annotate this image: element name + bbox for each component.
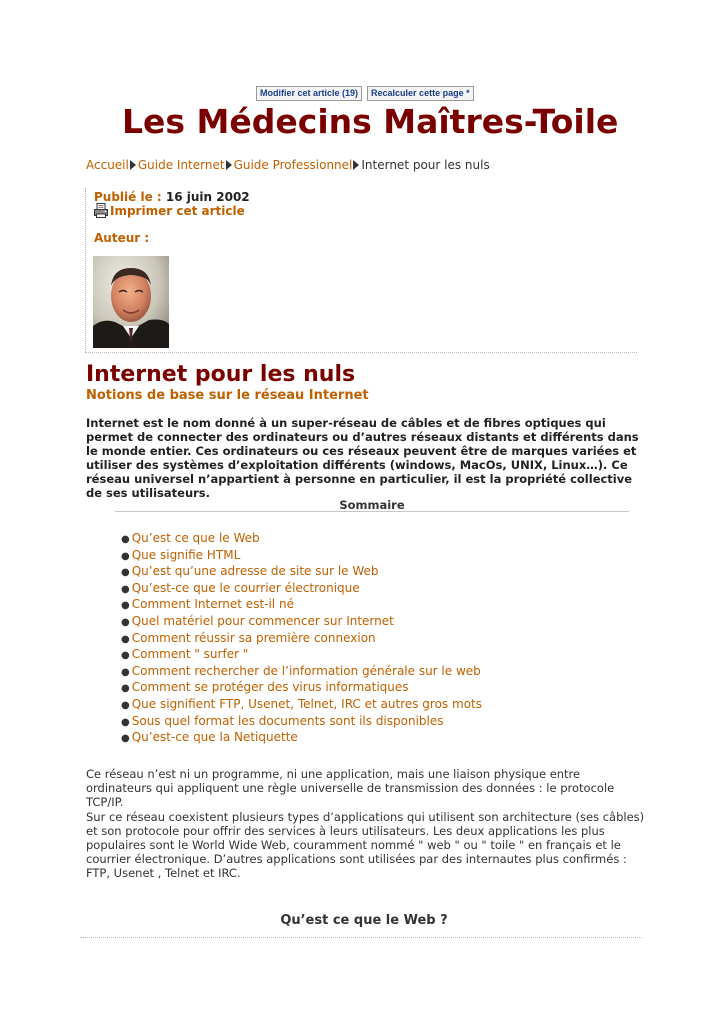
sidebar-divider [85,188,86,352]
toc-link[interactable]: Comment Internet est-il né [131,597,294,612]
list-item [121,730,482,747]
list-item [121,697,482,714]
toc-link[interactable]: Comment rechercher de l’information générale sur le web [131,663,481,678]
list-item [121,581,482,598]
article-subtitle: Notions de base sur le réseau Internet [86,388,369,403]
bullet-icon: ● [121,534,130,545]
article-intro: Internet est le nom donné à un super-réseau de câbles et de fibres optiques qui permet de connecter des ordinateurs ou d’autres réseaux distants et différents dans le monde entier. Ces ordinateurs ou ces réseaux peuvent être de marques variées et utiliser des systèmes d’exploitation différents (windows, MacOs, UNIX, Linux…). Ce réseau universel n’appartient à personne en particulier, il est la propriété collective de ses utilisateurs. [86,416,639,500]
author-label: Auteur : [94,231,150,245]
bullet-icon: ● [121,616,130,628]
print-article[interactable] [94,203,245,218]
breadcrumb-guide-professionnel[interactable]: Guide Professionnel [233,158,353,172]
bullet-icon: ● [121,567,130,579]
toc-link[interactable]: Comment " surfer " [131,647,249,662]
bullet-icon: ● [121,683,130,695]
toc-link[interactable]: Qu’est-ce que la Netiquette [131,730,298,745]
site-title: Les Médecins Maîtres-Toile [122,102,619,141]
admin-bar [256,86,474,101]
toc-link[interactable]: Comment se protéger des virus informatiques [131,680,409,695]
breadcrumb-guide-internet[interactable]: Guide Internet [137,158,225,172]
body-paragraph-1: Ce réseau n’est ni un programme, ni une application, mais une liaison physique entre ordinateurs qui appliquent une règle universelle de transmission des données : le protocole TCP/IP. [86,767,615,809]
breadcrumb [86,158,490,172]
list-item [121,564,482,581]
list-item [121,614,482,631]
sommaire-title: Sommaire [339,498,405,512]
author-photo [93,256,169,348]
breadcrumb-arrow-icon [226,160,232,170]
list-item [121,664,482,681]
header-separator [85,352,637,353]
recalculate-page-button[interactable]: Recalculer cette page * [367,86,474,101]
toc-link[interactable]: Qu’est-ce que le courrier électronique [131,580,360,595]
breadcrumb-home[interactable]: Accueil [86,158,129,172]
list-item [121,680,482,697]
bullet-icon: ● [121,650,130,662]
toc-link[interactable]: Qu’est ce que le Web [131,531,260,545]
bullet-icon: ● [121,550,130,562]
bullet-icon: ● [121,716,130,728]
list-item [121,647,482,664]
bullet-icon: ● [121,666,130,678]
sommaire-list [121,531,482,747]
list-item [121,631,482,648]
breadcrumb-current: Internet pour les nuls [361,158,490,172]
bullet-icon: ● [121,699,130,711]
article-title: Internet pour les nuls [86,362,356,387]
published-label: Publié le : [94,190,162,204]
sommaire-divider [115,511,629,512]
bullet-icon: ● [121,583,130,595]
edit-article-button[interactable]: Modifier cet article (19) [256,86,362,101]
printer-icon [94,203,108,218]
toc-link[interactable]: Que signifient FTP, Usenet, Telnet, IRC et autres gros mots [131,696,482,711]
toc-link[interactable]: Qu’est qu’une adresse de site sur le Web [131,564,379,579]
bullet-icon: ● [121,633,130,645]
section-separator [80,937,642,938]
list-item [121,597,482,614]
list-item [121,714,482,731]
bullet-icon: ● [121,600,130,612]
section-title-web: Qu’est ce que le Web ? [280,913,448,928]
toc-link[interactable]: Comment réussir sa première connexion [131,630,376,645]
list-item [121,531,482,548]
toc-link[interactable]: Quel matériel pour commencer sur Internet [131,613,394,628]
breadcrumb-arrow-icon [130,160,136,170]
toc-link[interactable]: Que signifie HTML [131,547,241,562]
bullet-icon: ● [121,733,130,745]
list-item [121,548,482,565]
breadcrumb-arrow-icon [353,160,359,170]
print-article-link[interactable]: Imprimer cet article [110,203,245,218]
body-paragraph-2: Sur ce réseau coexistent plusieurs types d’applications qui utilisent son architecture (ses câbles) et son protocole pour offrir des services à leurs utilisateurs. Les deux applications les plus populaires sont le World Wide Web, couramment nommé " web " ou " toile " en français et le courrier électronique. D’autres applications sont utilisées par des internautes plus confirmés : FTP, Usenet , Telnet et IRC. [86,810,645,880]
published-date: 16 juin 2002 [165,190,250,204]
published-info [94,190,250,204]
toc-link[interactable]: Sous quel format les documents sont ils disponibles [131,713,444,728]
